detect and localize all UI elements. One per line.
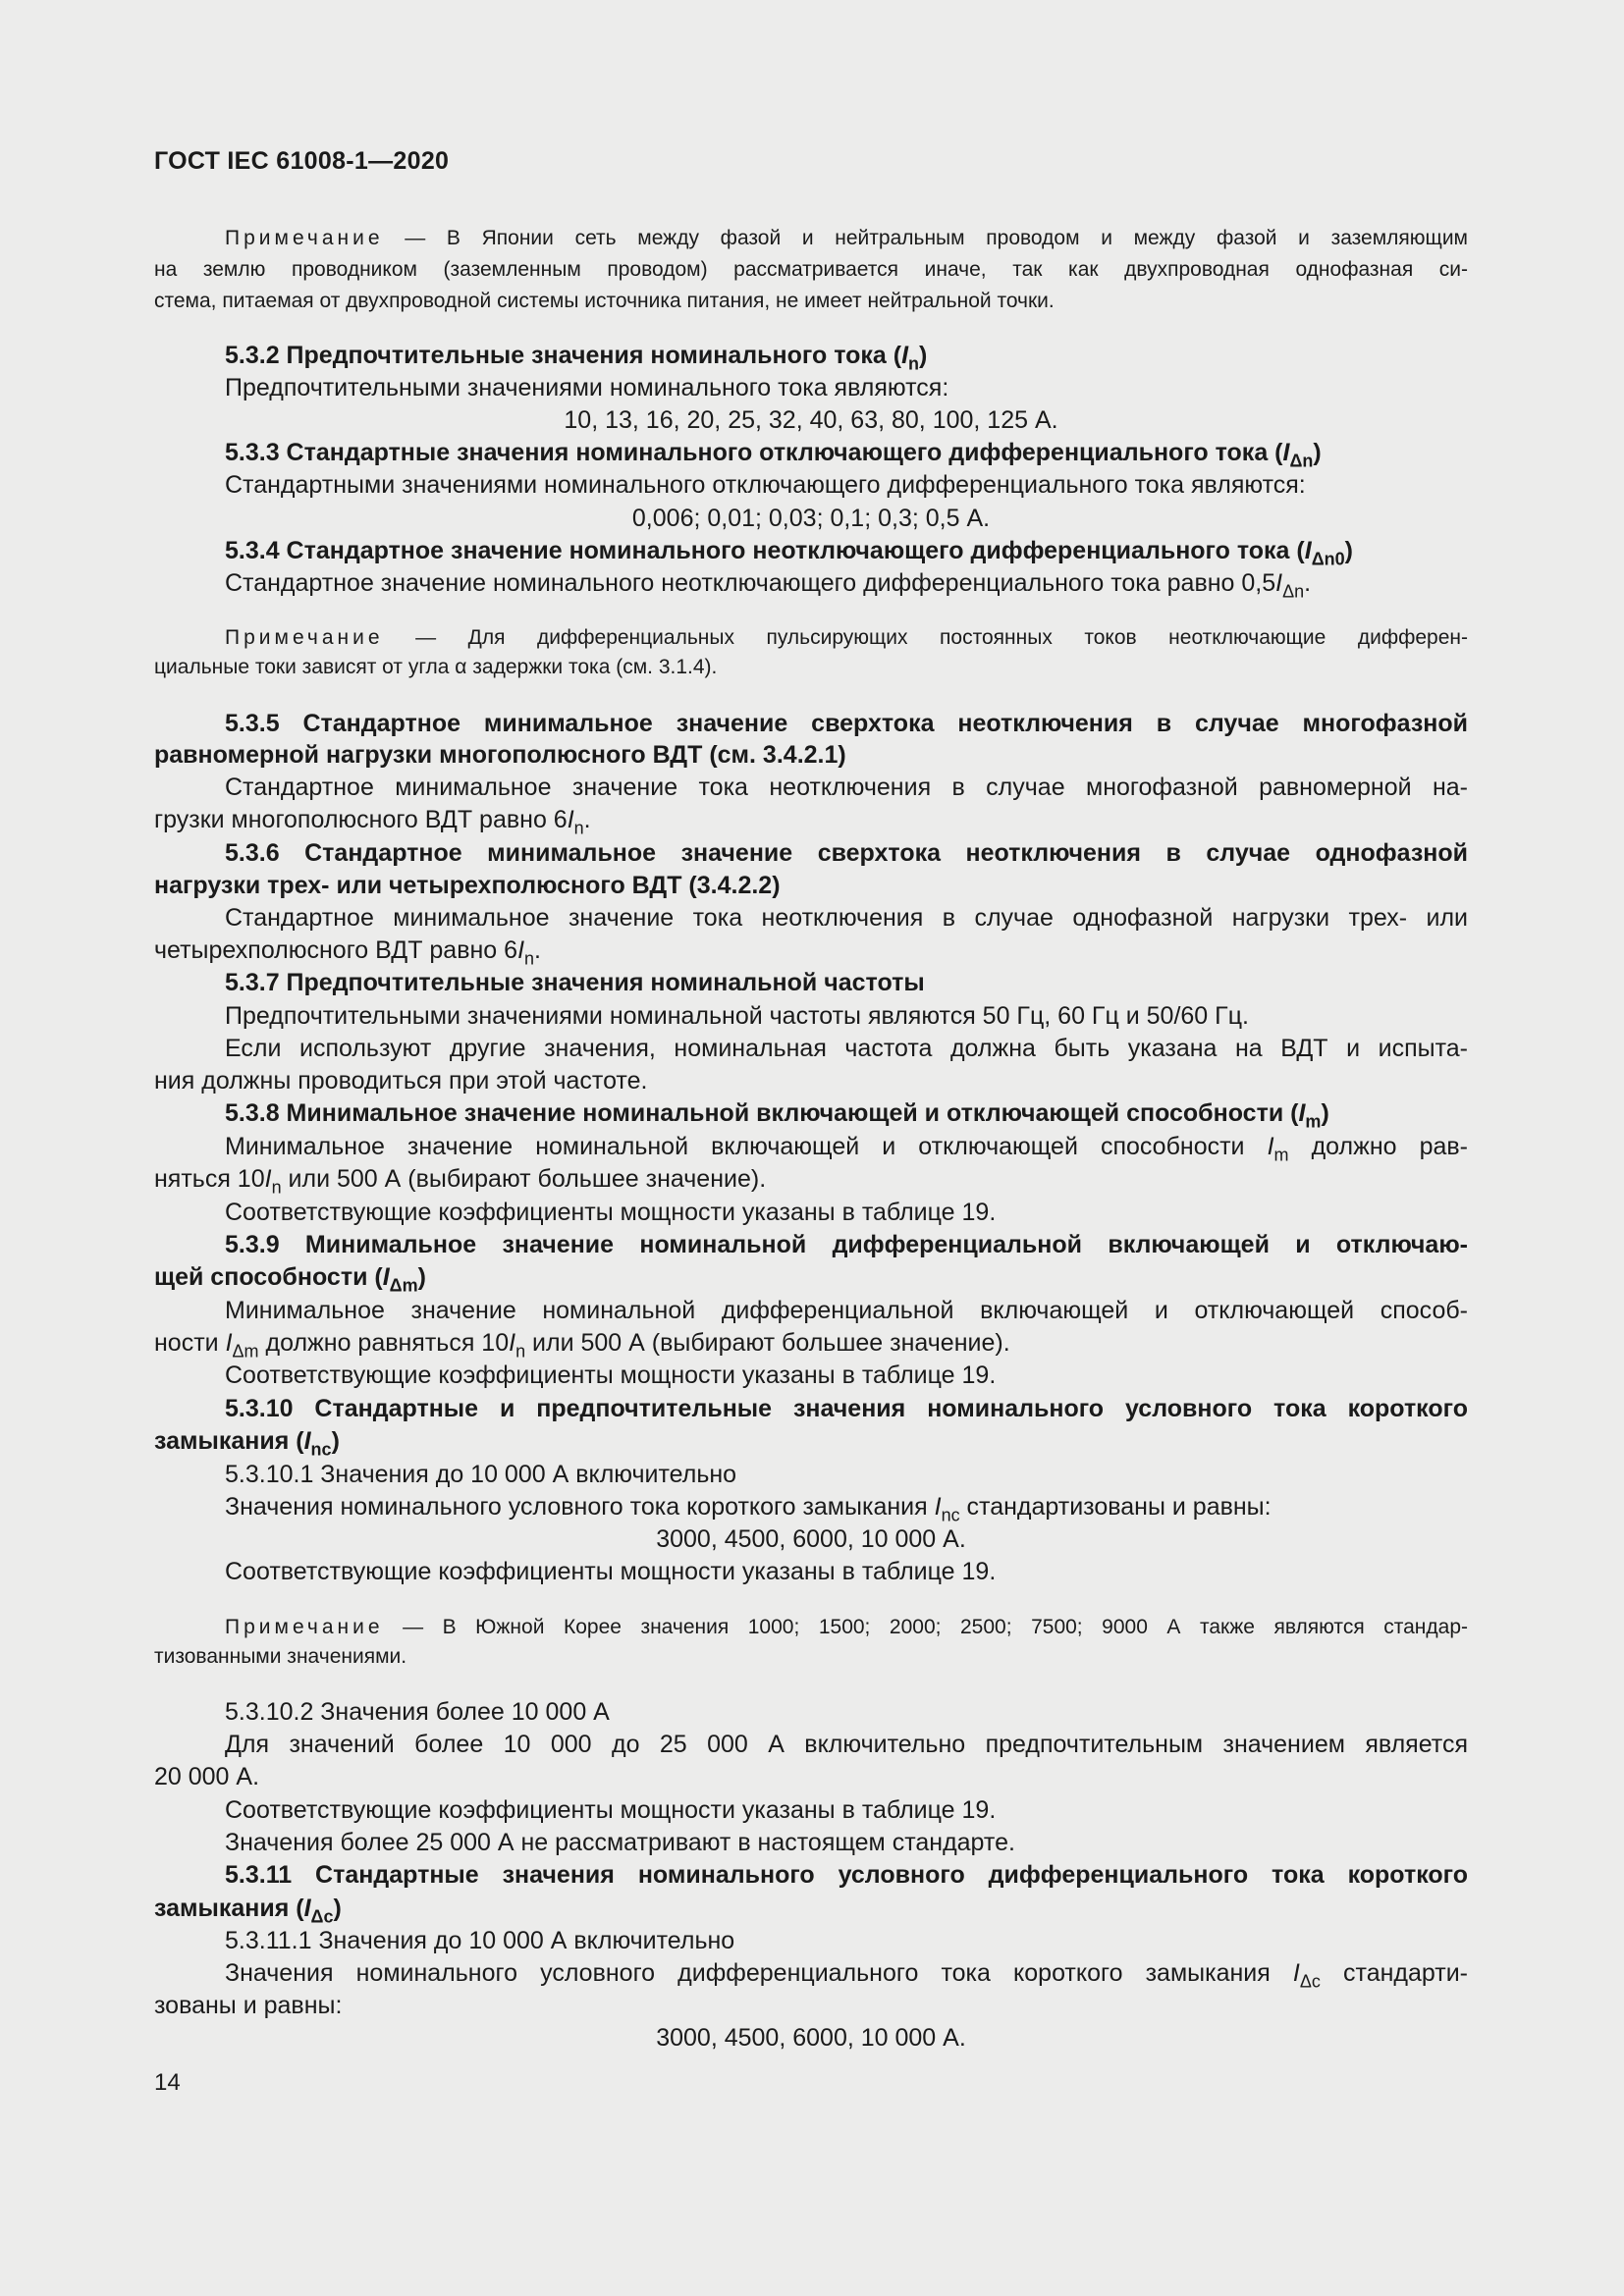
section-5-3-8-text-3: Соответствующие коэффициенты мощности указаны в таблице 19. [225,1199,997,1226]
section-5-3-5-heading-line-2: равномерной нагрузки многополюсного ВДТ (см. 3.4.2.1) [154,741,846,769]
section-5-3-6-heading-line-1: 5.3.6 Стандартное минимальное значение сверхтока неотключения в случае однофазной [225,839,1468,867]
section-5-3-10-1-values: 3000, 4500, 6000, 10 000 А. [656,1525,966,1553]
note-label: Примечание [225,227,384,249]
section-5-3-11-heading-line-1: 5.3.11 Стандартные значения номинального условного дифференциального тока короткого [225,1861,1468,1889]
section-5-3-11-1-heading: 5.3.11.1 Значения до 10 000 А включительно [225,1927,735,1954]
note-label: Примечание [225,626,384,649]
note-1-line-2: на землю проводником (заземленным проводом) рассматривается иначе, так как двухпроводная однофазная си- [154,258,1468,281]
section-5-3-3-values: 0,006; 0,01; 0,03; 0,1; 0,3; 0,5 А. [631,505,991,532]
note-1-line-3: стема, питаемая от двухпроводной системы источника питания, не имеет нейтральной точки. [154,290,1055,312]
section-5-3-3-heading: 5.3.3 Стандартные значения номинального отключающего дифференциального тока $(I_{\Delta n})$ [225,439,1322,471]
section-5-3-11-1-text-1: Значения номинального условного дифференциального тока короткого замыкания $I_{\Delta c}$ стандарти- [225,1959,1468,1992]
section-5-3-7-text-2: Если используют другие значения, номинальная частота должна быть указана на ВДТ и испыта- [225,1035,1468,1062]
section-5-3-8-text-1: Минимальное значение номинальной включающей и отключающей способности $I_m$ должно рав- [225,1133,1468,1165]
section-5-3-9-text-2: ности $I_{\Delta m}$ должно равняться $10I_n$ или 500 А (выбирают большее значение). [154,1329,1010,1362]
note-1-line-1: Примечание — В Японии сеть между фазой и нейтральным проводом и между фазой и заземляющим [225,227,1468,249]
section-5-3-11-heading-line-2: замыкания $(I_{\Delta c})$ [154,1895,342,1927]
section-5-3-10-1-heading: 5.3.10.1 Значения до 10 000 А включительно [225,1461,737,1488]
section-5-3-2-values: 10, 13, 16, 20, 25, 32, 40, 63, 80, 100, 125 А. [564,406,1058,434]
section-5-3-6-text-line-2: четырехполюсного ВДТ равно $6I_n$. [154,936,541,969]
section-5-3-10-2-heading: 5.3.10.2 Значения более 10 000 А [225,1698,610,1726]
section-5-3-9-heading-line-1: 5.3.9 Минимальное значение номинальной дифференциальной включающей и отключаю- [225,1231,1468,1258]
section-5-3-10-heading-line-1: 5.3.10 Стандартные и предпочтительные значения номинального условного тока короткого [225,1395,1468,1422]
document-header: ГОСТ IEC 61008-1—2020 [154,147,450,175]
section-5-3-10-1-text-2: Соответствующие коэффициенты мощности указаны в таблице 19. [225,1558,997,1585]
section-5-3-11-1-values: 3000, 4500, 6000, 10 000 А. [656,2024,966,2052]
section-5-3-5-text-line-1: Стандартное минимальное значение тока неотключения в случае многофазной равномерной на- [225,774,1468,801]
section-5-3-2-heading: 5.3.2 Предпочтительные значения номинального тока $(I_n)$ [225,342,928,374]
section-5-3-10-2-text-4: Значения более 25 000 А не рассматривают в настоящем стандарте. [225,1829,1015,1856]
section-5-3-11-1-text-2: зованы и равны: [154,1992,343,2019]
section-5-3-8-heading: 5.3.8 Минимальное значение номинальной включающей и отключающей способности $(I_m)$ [225,1099,1329,1132]
section-5-3-10-2-text-1: Для значений более 10 000 до 25 000 А включительно предпочтительным значением является [225,1731,1468,1758]
section-5-3-9-text-1: Минимальное значение номинальной дифференциальной включающей и отключающей способ- [225,1297,1468,1324]
section-5-3-9-heading-line-2: щей способности $(I_{\Delta m})$ [154,1263,426,1296]
section-5-3-8-text-2: няться $10I_n$ или 500 А (выбирают большее значение). [154,1165,767,1198]
note-label: Примечание [225,1616,384,1638]
section-5-3-7-text-1: Предпочтительными значениями номинальной частоты являются 50 Гц, 60 Гц и 50/60 Гц. [225,1002,1249,1030]
section-5-3-6-heading-line-2: нагрузки трех- или четырехполюсного ВДТ (3.4.2.2) [154,872,781,899]
note-3-line-1: Примечание — В Южной Корее значения 1000; 1500; 2000; 2500; 7500; 9000 А также являются стандар- [225,1616,1468,1638]
section-5-3-5-heading-line-1: 5.3.5 Стандартное минимальное значение сверхтока неотключения в случае многофазной [225,710,1468,737]
note-2-line-1: Примечание — Для дифференциальных пульсирующих постоянных токов неотключающие дифферен- [225,626,1468,649]
page-number: 14 [154,2069,181,2096]
section-5-3-10-2-text-2: 20 000 А. [154,1763,260,1790]
section-5-3-10-2-text-3: Соответствующие коэффициенты мощности указаны в таблице 19. [225,1796,997,1824]
section-5-3-6-text-line-1: Стандартное минимальное значение тока неотключения в случае однофазной нагрузки трех- или [225,904,1468,932]
section-5-3-10-heading-line-2: замыкания $(I_{nc})$ [154,1427,340,1460]
section-5-3-3-text: Стандартными значениями номинального отключающего дифференциального тока являются: [225,471,1306,499]
section-5-3-7-heading: 5.3.7 Предпочтительные значения номинальной частоты [225,969,925,996]
note-3-line-2: тизованными значениями. [154,1645,407,1668]
section-5-3-4-text: Стандартное значение номинального неотключающего дифференциального тока равно $0,5I_{\Delta n}$. [225,569,1312,602]
section-5-3-4-heading: 5.3.4 Стандартное значение номинального неотключающего дифференциального тока $(I_{\Delta n0})$ [225,537,1353,569]
section-5-3-10-1-text: Значения номинального условного тока короткого замыкания $I_{nc}$ стандартизованы и равны: [225,1493,1272,1525]
section-5-3-2-text: Предпочтительными значениями номинального тока являются: [225,374,949,401]
section-5-3-7-text-3: ния должны проводиться при этой частоте. [154,1067,648,1095]
note-2-line-2: циальные токи зависят от угла α задержки тока (см. 3.1.4). [154,656,718,678]
section-5-3-5-text-line-2: грузки многополюсного ВДТ равно $6I_n$. [154,806,591,838]
section-5-3-9-text-3: Соответствующие коэффициенты мощности указаны в таблице 19. [225,1362,997,1389]
